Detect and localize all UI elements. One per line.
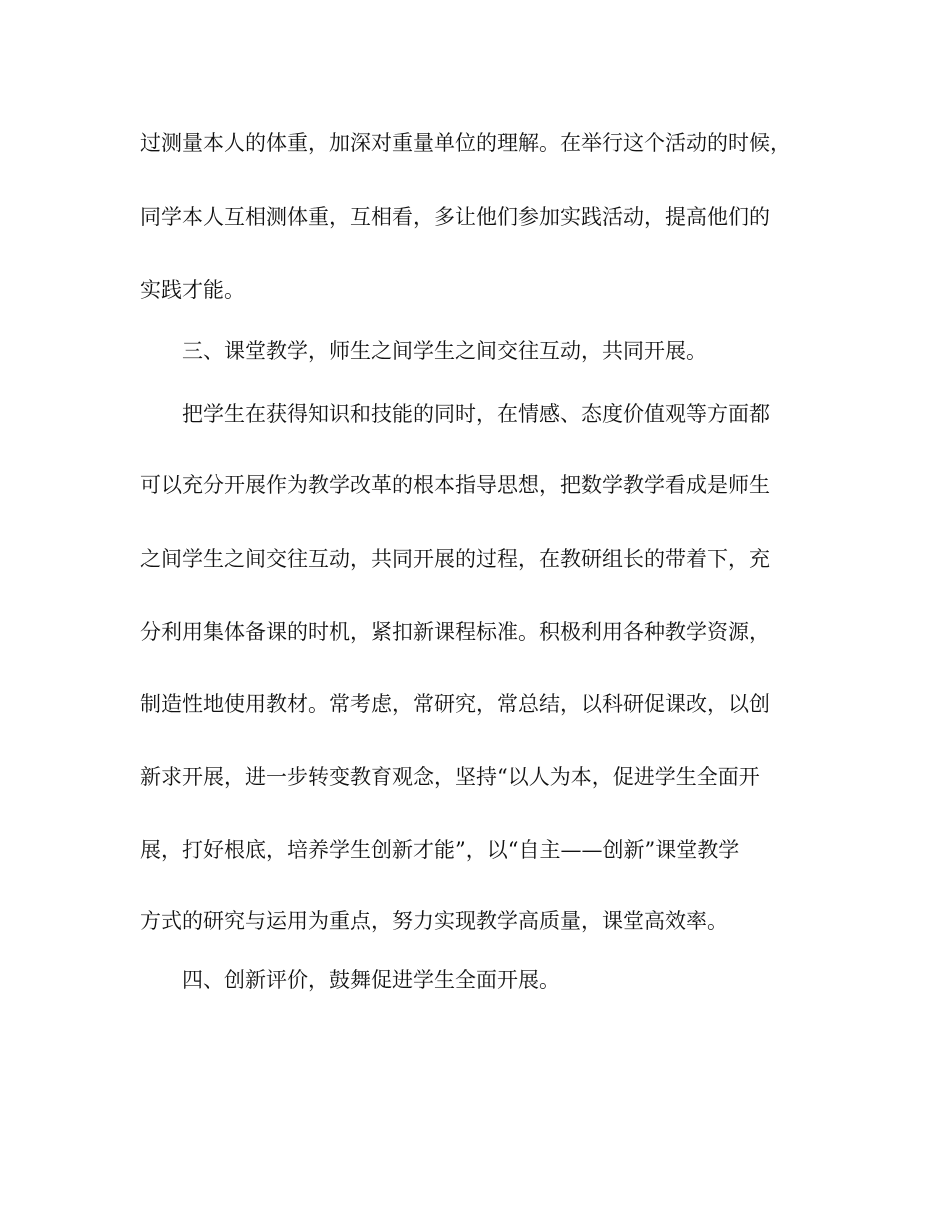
paragraph-line: 展，打好根底，培养学生创新才能”，以“自主——创新”课堂教学 bbox=[140, 838, 740, 862]
section-heading: 三、课堂教学，师生之间学生之间交往互动，共同开展。 bbox=[182, 339, 707, 363]
text-line: 同学本人互相测体重，互相看，多让他们参加实践活动，提高他们的 bbox=[140, 205, 770, 229]
paragraph-line: 可以充分开展作为教学改革的根本指导思想，把数学教学看成是师生 bbox=[140, 473, 770, 497]
paragraph-line: 把学生在获得知识和技能的同时，在情感、态度价值观等方面都 bbox=[182, 402, 770, 426]
paragraph-line: 分利用集体备课的时机，紧扣新课程标准。积极利用各种教学资源， bbox=[140, 620, 770, 644]
paragraph-line: 之间学生之间交往互动，共同开展的过程，在教研组长的带着下，充 bbox=[140, 547, 770, 571]
paragraph-line: 制造性地使用教材。常考虑，常研究，常总结，以科研促课改，以创 bbox=[140, 692, 770, 716]
text-line: 实践才能。 bbox=[140, 278, 245, 302]
paragraph-line: 新求开展，进一步转变教育观念，坚持“以人为本，促进学生全面开 bbox=[140, 765, 760, 789]
paragraph-line: 方式的研究与运用为重点，努力实现教学高质量，课堂高效率。 bbox=[140, 909, 728, 933]
section-heading: 四、创新评价，鼓舞促进学生全面开展。 bbox=[182, 968, 560, 992]
text-line: 过测量本人的体重，加深对重量单位的理解。在举行这个活动的时候， bbox=[140, 131, 791, 155]
